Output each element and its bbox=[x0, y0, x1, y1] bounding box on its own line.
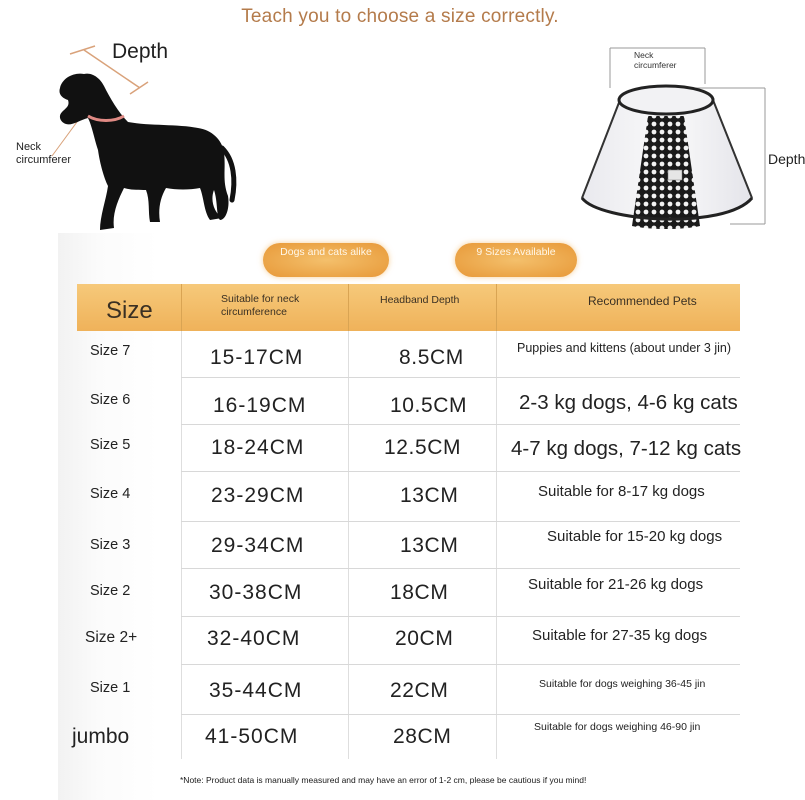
col-divider bbox=[348, 715, 349, 759]
row-neck: 18-24CM bbox=[211, 436, 305, 459]
col-divider bbox=[348, 569, 349, 617]
row-pets: Suitable for 8-17 kg dogs bbox=[538, 483, 705, 500]
table-row bbox=[77, 331, 740, 378]
col-divider bbox=[496, 331, 497, 378]
row-neck: 35-44CM bbox=[209, 679, 303, 702]
page-headline: Teach you to choose a size correctly. bbox=[241, 6, 559, 27]
row-depth: 20CM bbox=[395, 627, 454, 650]
disclaimer-note: *Note: Product data is manually measured and may have an error of 1-2 cm, please be cautious if you mind! bbox=[180, 775, 587, 785]
row-pets: 4-7 kg dogs, 7-12 kg cats bbox=[511, 437, 742, 460]
col-divider bbox=[496, 715, 497, 759]
dog-neck-label: Neck circumferer bbox=[16, 141, 72, 166]
header-divider bbox=[348, 284, 349, 331]
header-pets: Recommended Pets bbox=[588, 294, 697, 308]
row-depth: 18CM bbox=[390, 581, 449, 604]
badge-dogs-and-cats: Dogs and cats alike bbox=[263, 243, 389, 277]
row-neck: 41-50CM bbox=[205, 725, 299, 748]
col-divider bbox=[348, 472, 349, 522]
row-pets: Suitable for 21-26 kg dogs bbox=[528, 576, 704, 593]
col-divider bbox=[181, 472, 182, 522]
table-row bbox=[77, 472, 740, 522]
col-divider bbox=[348, 665, 349, 715]
col-divider bbox=[181, 569, 182, 617]
row-pets: Suitable for 15-20 kg dogs bbox=[547, 528, 723, 545]
row-neck: 15-17CM bbox=[210, 346, 304, 369]
row-pets: Suitable for dogs weighing 36-45 jin bbox=[539, 678, 706, 690]
col-divider bbox=[348, 378, 349, 425]
row-size: Size 4 bbox=[90, 486, 131, 502]
row-neck: 23-29CM bbox=[211, 484, 305, 507]
col-divider bbox=[496, 425, 497, 472]
row-size: Size 2 bbox=[90, 583, 131, 599]
cone-neck-label: Neck circumferer bbox=[634, 50, 677, 70]
table-row bbox=[77, 522, 740, 569]
row-size: Size 3 bbox=[90, 537, 131, 553]
col-divider bbox=[496, 665, 497, 715]
dog-depth-label: Depth bbox=[112, 40, 169, 63]
col-divider bbox=[181, 617, 182, 665]
col-divider bbox=[181, 378, 182, 425]
row-size: Size 7 bbox=[90, 343, 131, 359]
col-divider bbox=[496, 522, 497, 569]
row-size: Size 5 bbox=[90, 437, 131, 453]
col-divider bbox=[348, 331, 349, 378]
header-divider bbox=[496, 284, 497, 331]
table-row bbox=[72, 715, 740, 759]
row-depth: 8.5CM bbox=[399, 346, 464, 369]
col-divider bbox=[181, 331, 182, 378]
cone-measurement-diagram bbox=[570, 40, 805, 235]
cone-depth-label: Depth bbox=[768, 151, 805, 167]
col-divider bbox=[181, 425, 182, 472]
table-header bbox=[77, 284, 740, 331]
col-divider bbox=[348, 425, 349, 472]
col-divider bbox=[181, 522, 182, 569]
col-divider bbox=[496, 569, 497, 617]
row-size: Size 6 bbox=[90, 392, 131, 408]
col-divider bbox=[496, 617, 497, 665]
col-divider bbox=[181, 715, 182, 759]
header-size: Size bbox=[106, 297, 153, 324]
row-size: Size 2+ bbox=[85, 629, 138, 646]
col-divider bbox=[496, 378, 497, 425]
row-depth: 22CM bbox=[390, 679, 449, 702]
row-depth: 10.5CM bbox=[390, 394, 468, 417]
row-depth: 13CM bbox=[400, 484, 459, 507]
row-pets: Puppies and kittens (about under 3 jin) bbox=[517, 341, 732, 355]
row-neck: 30-38CM bbox=[209, 581, 303, 604]
col-divider bbox=[496, 472, 497, 522]
table-row bbox=[77, 425, 740, 472]
row-neck: 32-40CM bbox=[207, 627, 301, 650]
table-row bbox=[77, 665, 740, 715]
row-size: jumbo bbox=[72, 725, 130, 748]
row-neck: 16-19CM bbox=[213, 394, 307, 417]
row-size: Size 1 bbox=[90, 680, 131, 696]
row-pets: Suitable for dogs weighing 46-90 jin bbox=[534, 721, 701, 733]
table-row bbox=[77, 569, 740, 617]
header-divider bbox=[181, 284, 182, 331]
row-depth: 12.5CM bbox=[384, 436, 462, 459]
header-neck: Suitable for neck circumference bbox=[221, 293, 300, 318]
col-divider bbox=[348, 617, 349, 665]
row-depth: 13CM bbox=[400, 534, 459, 557]
row-pets: Suitable for 27-35 kg dogs bbox=[532, 627, 708, 644]
col-divider bbox=[181, 665, 182, 715]
table-row bbox=[77, 378, 740, 425]
col-divider bbox=[348, 522, 349, 569]
header-depth: Headband Depth bbox=[380, 294, 460, 306]
row-neck: 29-34CM bbox=[211, 534, 305, 557]
dog-measurement-diagram bbox=[0, 30, 300, 235]
row-pets: 2-3 kg dogs, 4-6 kg cats bbox=[519, 391, 738, 414]
row-depth: 28CM bbox=[393, 725, 452, 748]
table-row bbox=[77, 617, 740, 665]
badge-sizes-available: 9 Sizes Available bbox=[455, 243, 577, 277]
